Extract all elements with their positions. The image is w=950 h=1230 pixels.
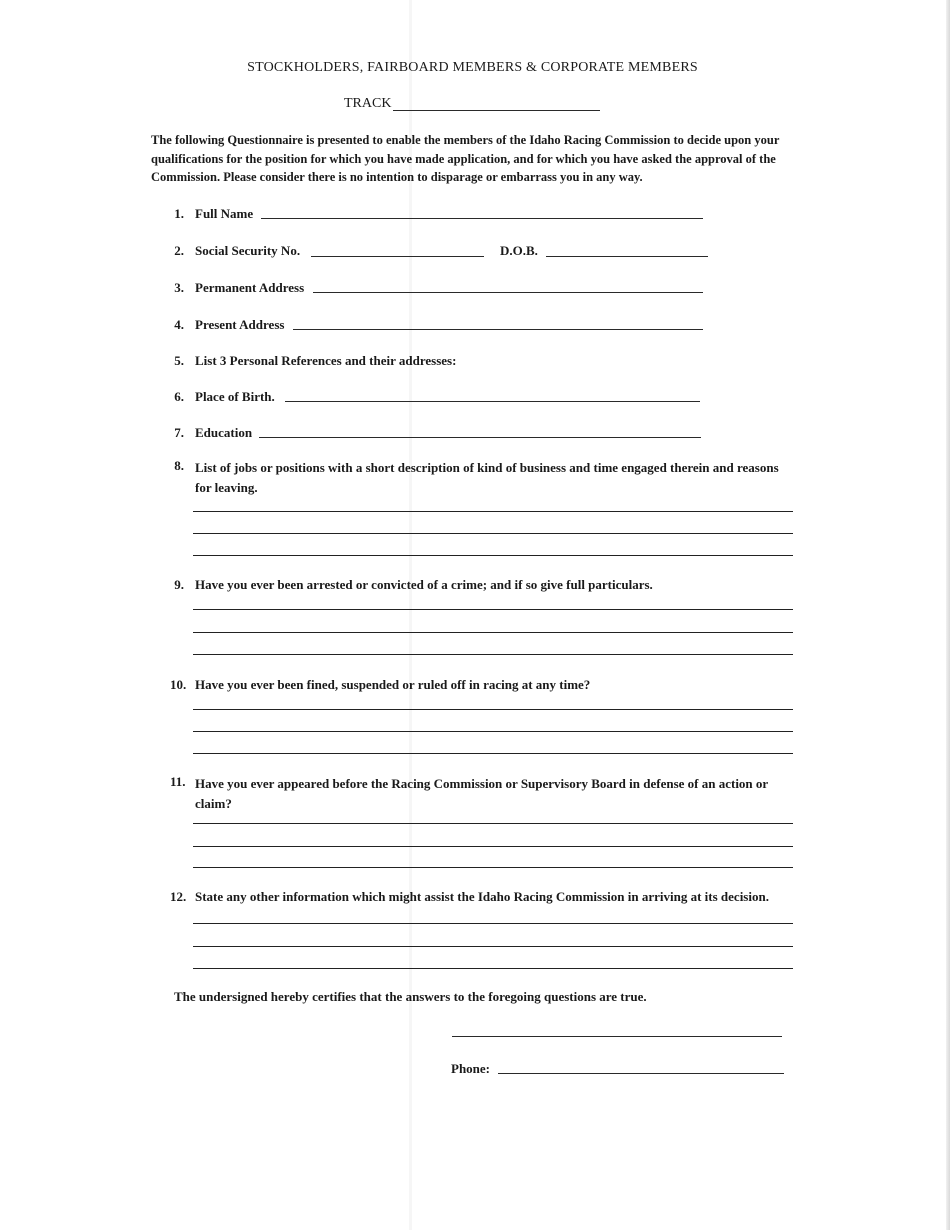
question-label: Education bbox=[195, 425, 253, 440]
question-number: 3. bbox=[174, 280, 184, 295]
answer-line[interactable] bbox=[193, 867, 793, 868]
certification-statement: The undersigned hereby certifies that the answers to the foregoing questions are true. bbox=[174, 989, 647, 1004]
question-label: State any other information which might assist the Idaho Racing Commission in arriving at its decision. bbox=[195, 889, 769, 904]
ssn-field[interactable] bbox=[311, 256, 484, 257]
answer-line[interactable] bbox=[193, 654, 793, 655]
education-field[interactable] bbox=[259, 437, 701, 438]
phone-field[interactable] bbox=[498, 1073, 784, 1074]
intro-paragraph: The following Questionnaire is presented to enable the members of the Idaho Racing Commission to decide upon your qualifications for the position for which you have made application, and for which you have asked the approval of the Commission. Please consider there is no intention to disparage or embarrass you in any way. bbox=[151, 133, 780, 184]
question-label: Have you ever been arrested or convicted of a crime; and if so give full particulars. bbox=[195, 577, 653, 592]
answer-line[interactable] bbox=[193, 753, 793, 754]
answer-line[interactable] bbox=[193, 632, 793, 633]
question-label: Have you ever appeared before the Racing Commission or Supervisory Board in defense of an action or claim? bbox=[195, 776, 768, 811]
scan-edge-shadow bbox=[946, 0, 950, 1230]
signature-field[interactable] bbox=[452, 1036, 782, 1037]
place-of-birth-field[interactable] bbox=[285, 401, 700, 402]
answer-line[interactable] bbox=[193, 533, 793, 534]
question-number: 10. bbox=[170, 677, 187, 692]
answer-line[interactable] bbox=[193, 823, 793, 824]
answer-line[interactable] bbox=[193, 968, 793, 969]
answer-line[interactable] bbox=[193, 846, 793, 847]
question-label: Permanent Address bbox=[195, 280, 305, 295]
question-label: Present Address bbox=[195, 317, 285, 332]
form-title: STOCKHOLDERS, FAIRBOARD MEMBERS & CORPORATE MEMBERS bbox=[247, 60, 698, 75]
answer-line[interactable] bbox=[193, 709, 793, 710]
phone-label: Phone: bbox=[451, 1061, 490, 1076]
answer-line[interactable] bbox=[193, 923, 793, 924]
question-number: 9. bbox=[174, 577, 184, 592]
question-number: 11. bbox=[170, 774, 186, 789]
question-label: Place of Birth. bbox=[195, 389, 275, 404]
question-number: 8. bbox=[174, 458, 184, 473]
permanent-address-field[interactable] bbox=[313, 292, 703, 293]
question-label: Social Security No. bbox=[195, 243, 301, 258]
dob-field[interactable] bbox=[546, 256, 708, 257]
question-label: Have you ever been fined, suspended or ruled off in racing at any time? bbox=[195, 677, 591, 692]
track-label: TRACK bbox=[344, 96, 392, 111]
question-number: 1. bbox=[174, 206, 184, 221]
dob-label: D.O.B. bbox=[500, 243, 538, 258]
track-field[interactable] bbox=[393, 110, 600, 111]
present-address-field[interactable] bbox=[293, 329, 703, 330]
question-number: 12. bbox=[170, 889, 187, 904]
answer-line[interactable] bbox=[193, 511, 793, 512]
question-label: List 3 Personal References and their addresses: bbox=[195, 353, 457, 368]
question-number: 4. bbox=[174, 317, 184, 332]
answer-line[interactable] bbox=[193, 731, 793, 732]
answer-line[interactable] bbox=[193, 555, 793, 556]
answer-line[interactable] bbox=[193, 609, 793, 610]
question-number: 5. bbox=[174, 353, 184, 368]
question-label: Full Name bbox=[195, 206, 254, 221]
answer-line[interactable] bbox=[193, 946, 793, 947]
question-number: 2. bbox=[174, 243, 184, 258]
question-number: 7. bbox=[174, 425, 184, 440]
full-name-field[interactable] bbox=[261, 218, 703, 219]
question-number: 6. bbox=[174, 389, 184, 404]
question-label: List of jobs or positions with a short description of kind of business and time engaged therein and reasons for leaving. bbox=[195, 460, 779, 495]
